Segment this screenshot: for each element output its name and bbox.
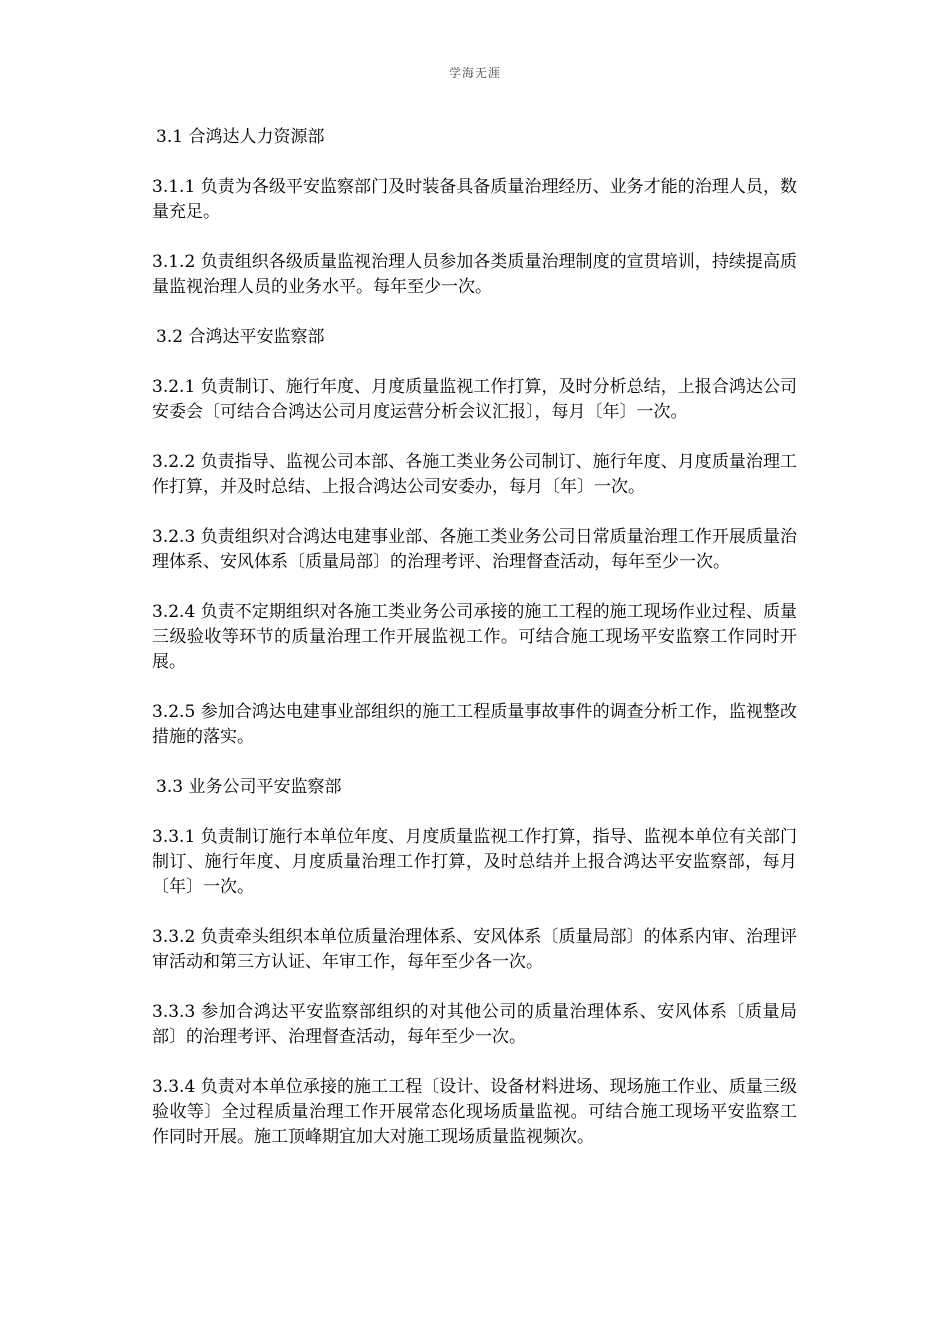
document-body <box>152 125 797 1175</box>
page-header: 学海无涯 <box>448 66 501 80</box>
clause-paragraph: 3.2.3 负责组织对合鸿达电建事业部、各施工类业务公司日常质量治理工作开展质量治理体系、安风体系〔质量局部〕的治理考评、治理督查活动，每年至少一次。 <box>152 527 797 572</box>
clause-paragraph: 3.2.4 负责不定期组织对各施工类业务公司承接的施工工程的施工现场作业过程、质量三级验收等环节的质量治理工作开展监视工作。可结合施工现场平安监察工作同时开展。 <box>152 602 797 672</box>
clause-paragraph: 3.3.3 参加合鸿达平安监察部组织的对其他公司的质量治理体系、安风体系〔质量局部〕的治理考评、治理督查活动，每年至少一次。 <box>152 1002 797 1047</box>
section-heading: 3.2 合鸿达平安监察部 <box>156 327 325 347</box>
clause-paragraph: 3.2.1 负责制订、施行年度、月度质量监视工作打算，及时分析总结，上报合鸿达公司安委会〔可结合合鸿达公司月度运营分析会议汇报〕，每月〔年〕一次。 <box>152 377 797 422</box>
clause-paragraph: 3.2.5 参加合鸿达电建事业部组织的施工工程质量事故事件的调查分析工作，监视整改措施的落实。 <box>152 702 797 747</box>
clause-paragraph: 3.2.2 负责指导、监视公司本部、各施工类业务公司制订、施行年度、月度质量治理工作打算，并及时总结、上报合鸿达公司安委办，每月〔年〕一次。 <box>152 452 797 497</box>
section-heading: 3.3 业务公司平安监察部 <box>156 777 342 797</box>
clause-paragraph: 3.3.2 负责牵头组织本单位质量治理体系、安风体系〔质量局部〕的体系内审、治理评审活动和第三方认证、年审工作，每年至少各一次。 <box>152 927 797 972</box>
section-heading: 3.1 合鸿达人力资源部 <box>156 127 325 147</box>
clause-paragraph: 3.1.1 负责为各级平安监察部门及时装备具备质量治理经历、业务才能的治理人员，数量充足。 <box>152 177 797 222</box>
clause-paragraph: 3.1.2 负责组织各级质量监视治理人员参加各类质量治理制度的宣贯培训，持续提高质量监视治理人员的业务水平。每年至少一次。 <box>152 252 797 297</box>
clause-paragraph: 3.3.4 负责对本单位承接的施工工程〔设计、设备材料进场、现场施工作业、质量三级验收等〕全过程质量治理工作开展常态化现场质量监视。可结合施工现场平安监察工作同时开展。施工顶峰期宜加大对施工现场质量监视频次。 <box>152 1077 797 1147</box>
clause-paragraph: 3.3.1 负责制订施行本单位年度、月度质量监视工作打算，指导、监视本单位有关部门制订、施行年度、月度质量治理工作打算，及时总结并上报合鸿达平安监察部，每月〔年〕一次。 <box>152 827 797 897</box>
